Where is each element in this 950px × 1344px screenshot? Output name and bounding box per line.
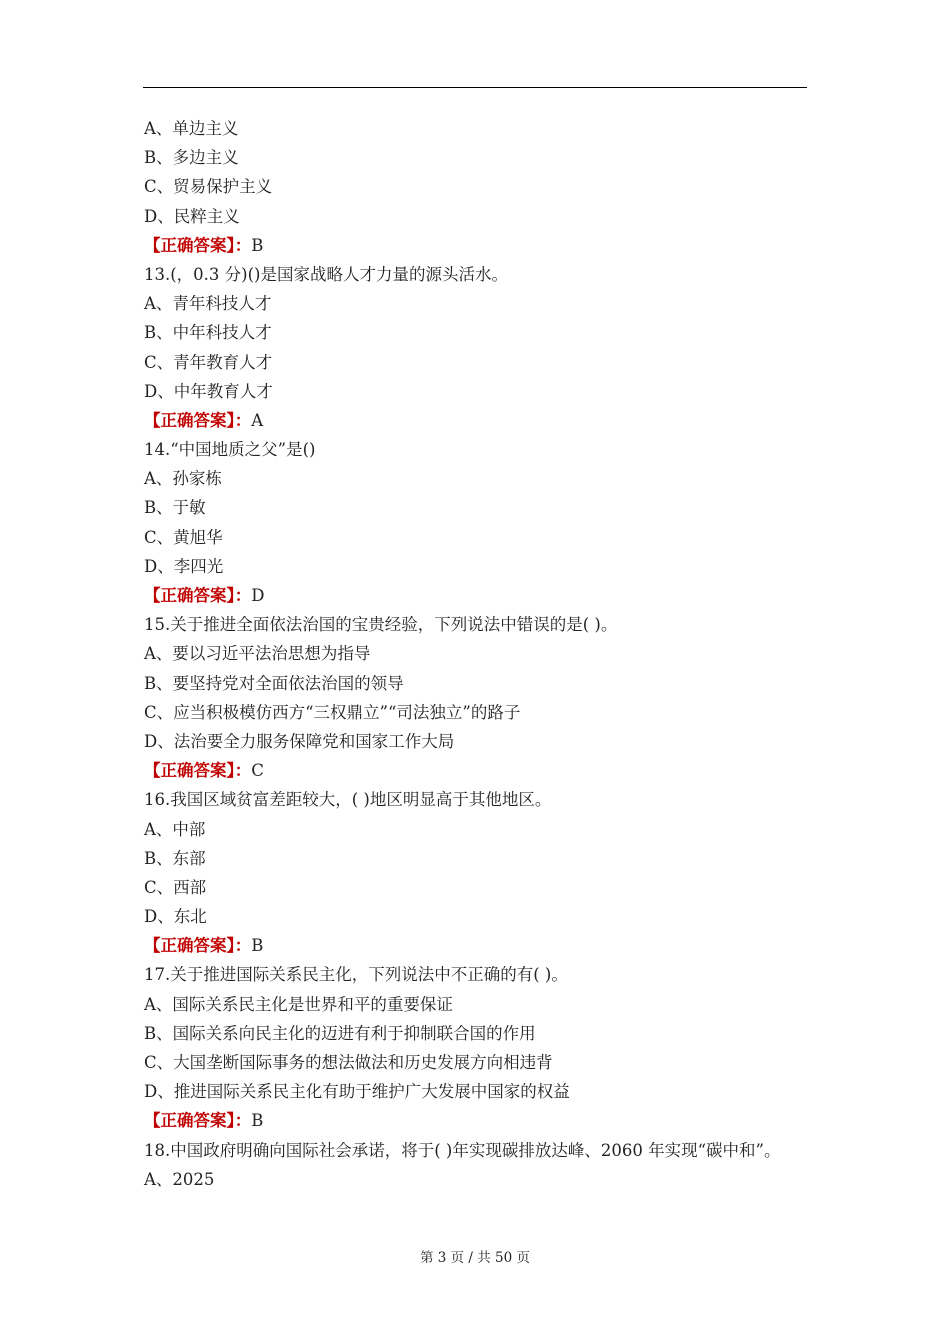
option-line: D、法治要全力服务保障党和国家工作大局 <box>144 731 455 751</box>
option-line: A、2025 <box>144 1169 215 1189</box>
option-line: D、东北 <box>144 907 207 927</box>
answer-line <box>144 931 808 960</box>
answer-label: 【正确答案】： <box>144 410 252 430</box>
answer-line <box>144 231 808 260</box>
option-line: B、东部 <box>144 848 206 868</box>
question-line: 16.我国区域贫富差距较大，( )地区明显高于其他地区。 <box>144 790 552 810</box>
answer-value: D <box>251 586 265 605</box>
option-line: B、中年科技人才 <box>144 323 272 343</box>
option-line: A、国际关系民主化是世界和平的重要保证 <box>144 994 453 1014</box>
option-line: C、大国垄断国际事务的想法做法和历史发展方向相违背 <box>144 1053 553 1072</box>
answer-value: B <box>251 1111 264 1131</box>
option-line: D、李四光 <box>144 556 224 576</box>
option-line: A、单边主义 <box>144 119 239 138</box>
answer-value: B <box>251 235 264 255</box>
option-line: A、中部 <box>144 819 206 839</box>
page-footer: 第 3 页 / 共 50 页 <box>419 1250 531 1266</box>
header-rule <box>143 87 807 88</box>
option-line: C、黄旭华 <box>144 527 223 547</box>
option-line: A、青年科技人才 <box>144 294 272 314</box>
question-line: 14.“中国地质之父”是() <box>144 440 316 460</box>
answer-label: 【正确答案】： <box>144 235 252 255</box>
question-line: 17.关于推进国际关系民主化，下列说法中不正确的有( )。 <box>144 965 568 985</box>
answer-value: C <box>251 761 264 781</box>
answer-line <box>144 406 808 435</box>
question-line: 15.关于推进全面依法治国的宝贵经验，下列说法中错误的是( )。 <box>144 615 618 635</box>
document-body <box>144 114 808 1194</box>
option-line: C、贸易保护主义 <box>144 177 273 197</box>
question-line: 18.中国政府明确向国际社会承诺，将于( )年实现碳排放达峰、2060 年实现“碳中和”。 <box>144 1140 781 1160</box>
answer-line <box>144 1106 808 1135</box>
option-line: A、孙家栋 <box>144 469 222 489</box>
option-line: D、推进国际关系民主化有助于维护广大发展中国家的权益 <box>144 1082 570 1102</box>
answer-value: B <box>251 936 264 956</box>
answer-label: 【正确答案】： <box>144 761 252 781</box>
answer-label: 【正确答案】： <box>144 586 252 605</box>
answer-line <box>144 756 808 785</box>
option-line: A、要以习近平法治思想为指导 <box>144 644 371 664</box>
option-line: C、西部 <box>144 877 207 897</box>
option-line: B、要坚持党对全面依法治国的领导 <box>144 673 404 693</box>
answer-line <box>144 581 808 610</box>
answer-label: 【正确答案】： <box>144 936 252 956</box>
option-line: B、于敏 <box>144 498 206 518</box>
option-line: D、民粹主义 <box>144 206 240 226</box>
answer-value: A <box>251 410 264 430</box>
option-line: B、国际关系向民主化的迈进有利于抑制联合国的作用 <box>144 1023 536 1043</box>
option-line: C、应当积极模仿西方“三权鼎立”“司法独立”的路子 <box>144 702 521 722</box>
option-line: B、多边主义 <box>144 148 239 168</box>
option-line: C、青年教育人才 <box>144 352 273 372</box>
option-line: D、中年教育人才 <box>144 381 273 401</box>
question-line: 13.(，0.3 分)()是国家战略人才力量的源头活水。 <box>144 264 508 284</box>
answer-label: 【正确答案】： <box>144 1111 252 1131</box>
